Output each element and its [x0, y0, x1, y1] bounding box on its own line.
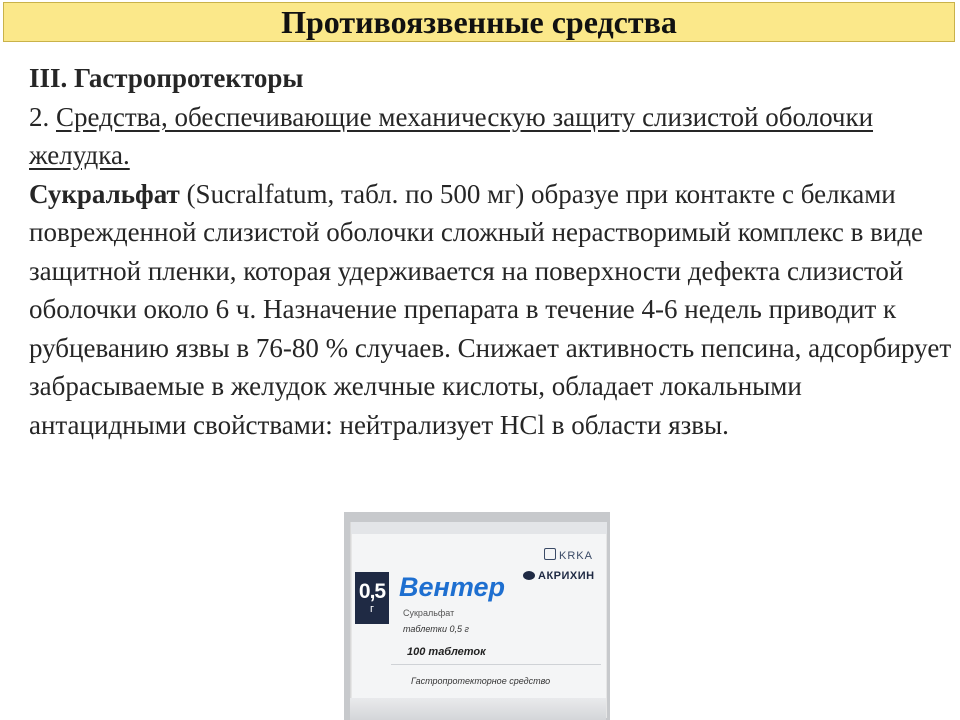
- brand-name: Вентер: [399, 572, 505, 602]
- krka-logo: [544, 548, 593, 562]
- akrihin-label: АКРИХИН: [538, 570, 595, 582]
- dose-unit: г: [369, 603, 374, 615]
- section-heading: III. Гастропротекторы: [29, 63, 304, 93]
- drug-package-photo: [344, 512, 610, 720]
- drug-paragraph: [29, 175, 954, 445]
- dose-badge: [355, 572, 389, 624]
- akrihin-logo: [523, 570, 595, 582]
- title-bar: [3, 2, 955, 42]
- drug-name: Сукральфат: [29, 178, 180, 209]
- subsection-number: 2.: [29, 101, 50, 132]
- package-divider: [391, 664, 601, 665]
- package-form: таблетки 0,5 г: [403, 624, 469, 634]
- package-shadow: [350, 698, 606, 720]
- package-inn: Сукральфат: [403, 608, 455, 618]
- slide-body: [29, 59, 954, 444]
- slide-title: Противоязвенные средства: [281, 3, 677, 40]
- subsection: [29, 98, 954, 175]
- subsection-text: Средства, обеспечивающие механическую защиту слизистой оболочки желудка.: [29, 101, 874, 170]
- krka-label: KRKA: [559, 550, 593, 562]
- krka-mark-icon: [544, 548, 556, 560]
- package-box: [350, 522, 607, 718]
- drug-description: (Sucralfatum, табл. по 500 мг) образуе при контакте с белками поврежденной слизистой оболочки сложный нерастворимый комплекс в виде защитной пленки, которая удерживается на поверхности дефекта слизистой оболочки около 6 ч. Назначение препарата в течение 4-6 недель приводит к рубцеванию язвы в 76-80 % случаев. Снижает активность пепсина, адсорбирует забрасываемые в желудок желчные кислоты, обладает локальными антацидными свойствами: нейтрализует HCl в области язвы.: [29, 178, 952, 440]
- package-group: Гастропротекторное средство: [411, 676, 551, 686]
- akrihin-mark-icon: [523, 571, 535, 580]
- package-count: 100 таблеток: [407, 646, 486, 658]
- package-top-edge: [351, 522, 607, 534]
- dose-value: 0,5: [358, 580, 386, 603]
